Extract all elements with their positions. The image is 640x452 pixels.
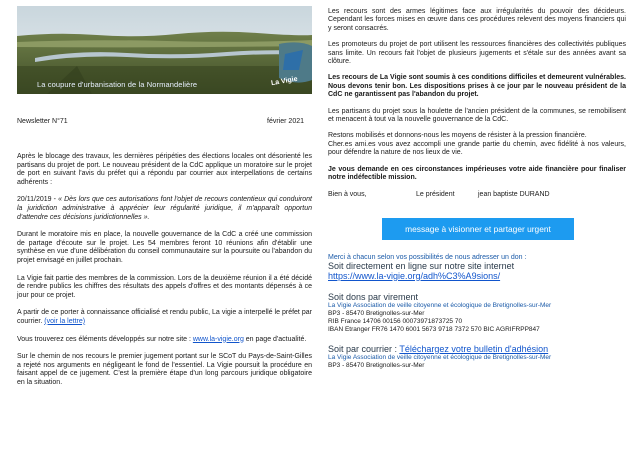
signature xyxy=(328,191,626,198)
quote-date: 20/11/2019 - xyxy=(17,196,59,204)
newsletter-meta xyxy=(17,118,312,125)
membership-form-link[interactable]: Téléchargez votre bulletin d'adhésion xyxy=(399,343,549,354)
iban-etranger: IBAN Etranger FR76 1470 6001 5673 9718 7372 570 BIC AGRIFRPP847 xyxy=(328,325,540,333)
paragraph-letter xyxy=(17,309,312,326)
transfer-association: La Vigie Association de veille citoyenne et écologique de Bretignolles-sur-Mer xyxy=(328,301,552,309)
paragraph-prefect-quote xyxy=(17,196,312,222)
website-link[interactable]: www.la-vigie.org xyxy=(192,335,244,343)
mail-heading xyxy=(328,344,626,354)
paragraph-partisans: Les partisans du projet sous la houlette de l'ancien président de la communes, se remobilisent et menacent à tout va la nouvelle gouvernance de la CdC. xyxy=(328,107,626,124)
transfer-address: BP3 - 85470 Bretignolles-sur-Mer xyxy=(328,309,425,317)
letter-link[interactable]: (voir la lettre) xyxy=(44,317,86,325)
online-donation-link[interactable]: https://www.la-vigie.org/adh%C3%A9sions/ xyxy=(328,270,501,281)
paragraph-scot: Sur le chemin de nos recours le premier jugement portant sur le SCoT du Pays-de-Saint-Gilles a rejeté nos arguments en négligeant le fond de l'essentiel. La Vigie poursuit la procédure en faisant appel de ce jugement. C'est la première étape d'un long parcours juridique obligatoire en la situation. xyxy=(17,353,312,386)
signature-role: Le président xyxy=(416,190,455,198)
paragraph-website xyxy=(17,336,312,345)
mail-association: La Vigie Association de veille citoyenne et écologique de Bretignolles-sur-Mer xyxy=(328,353,552,361)
paragraph-vulnerables: Les recours de La Vigie sont soumis à ces conditions difficiles et demeurent vulnérables. Nous devons tenir bon. Les dispositions prises à ce jour par le nouveau président de la CdC ne garantissent pas l'abandon du projet. xyxy=(328,74,626,99)
paragraph-promoteurs: Les promoteurs du projet de port utilisent les ressources financières des collectivités publiques sans limite. Un recours fait l'objet de plusieurs jugements et s'étale sur des années avant sa clôture. xyxy=(328,41,626,66)
left-column xyxy=(17,6,312,387)
transfer-heading: Soit dons par virement xyxy=(328,291,419,302)
newsletter-number: Newsletter N°71 xyxy=(17,118,68,125)
rib-france: RIB France 14706 00156 00073971873725 70 xyxy=(328,317,463,325)
banner-caption: La coupure d'urbanisation de la Normandelière xyxy=(37,80,198,89)
online-donation-heading: Soit directement en ligne sur notre site internet xyxy=(328,260,515,271)
paragraph-appel: Je vous demande en ces circonstances impérieuses votre aide financière pour finaliser notre indéfectible mission. xyxy=(328,165,626,182)
website-pre: Vous trouverez ces éléments développés sur notre site : xyxy=(17,335,193,343)
paragraph-commission: La Vigie fait partie des membres de la commission. Lors de la deuxième réunion il a été décidé de rendre publics les chiffres des résultats des appels d'offres et des montants dépensés à ce jour pour ce projet. xyxy=(17,274,312,299)
la-vigie-logo: La Vigie xyxy=(270,75,299,88)
paragraph-amis: Cher.es ami.es vous avez accompli une grande partie du chemin, avec fidélité à nos valeurs, pour défendre la nature de nos lieux de vie. xyxy=(328,140,626,157)
paragraph-moratoire: Durant le moratoire mis en place, la nouvelle gouvernance de la CdC a créé une commission de partage d'écoute sur le projet. Les 54 membres feront 10 réunions afin d'établir une synthèse en vue d'une délibération du conseil communautaire sur la poursuite ou l'abandon du projet envisagé en juillet prochain. xyxy=(17,231,312,264)
signature-greeting: Bien à vous, xyxy=(328,190,367,198)
mail-address: BP3 - 85470 Bretignolles-sur-Mer xyxy=(328,361,425,369)
mail-heading-text: Soit par courrier : xyxy=(328,343,400,354)
website-post: en page d'actualité. xyxy=(243,335,307,343)
message-button[interactable]: message à visionner et partager urgent xyxy=(382,218,574,240)
paragraph-mobilises: Restons mobilisés et donnons-nous les moyens de résister à la pression financière. xyxy=(328,132,587,140)
signature-name: jean baptiste DURAND xyxy=(478,190,550,198)
paragraph-recours: Les recours sont des armes légitimes face aux irrégularités du pouvoir des décideurs. Cependant les forces mises en œuvre dans ces procédures relevent des moyens financiers qui y seront consacrés. xyxy=(328,8,626,32)
prefect-quote: « Dès lors que ces autorisations font l'objet de recours contentieux qui conduiront la juridiction administrative à apprécier leur régularité juridique, il m'apparaît opportun d'attendre ces décisions juridictionnelles ». xyxy=(17,196,312,221)
support-intro: Merci à chacun selon vos possibilités de nous adresser un don : xyxy=(328,253,527,261)
right-column xyxy=(328,8,626,370)
paragraph-intro: Après le blocage des travaux, les dernières péripéties des élections locales ont désorienté les partisans du projet de port. Le nouveau président de la CdC applique un moratoire sur le projet de port en suivant l'avis du préfet qui a répondu par courrier aux interpellations de certains adhérents : xyxy=(17,153,312,186)
banner-photo xyxy=(17,6,312,94)
newsletter-date: février 2021 xyxy=(267,118,304,125)
letter-text: A partir de ce porter à connaissance officialisé et rendu public, La vigie a interpellé le préfet par courrier. xyxy=(17,309,312,325)
